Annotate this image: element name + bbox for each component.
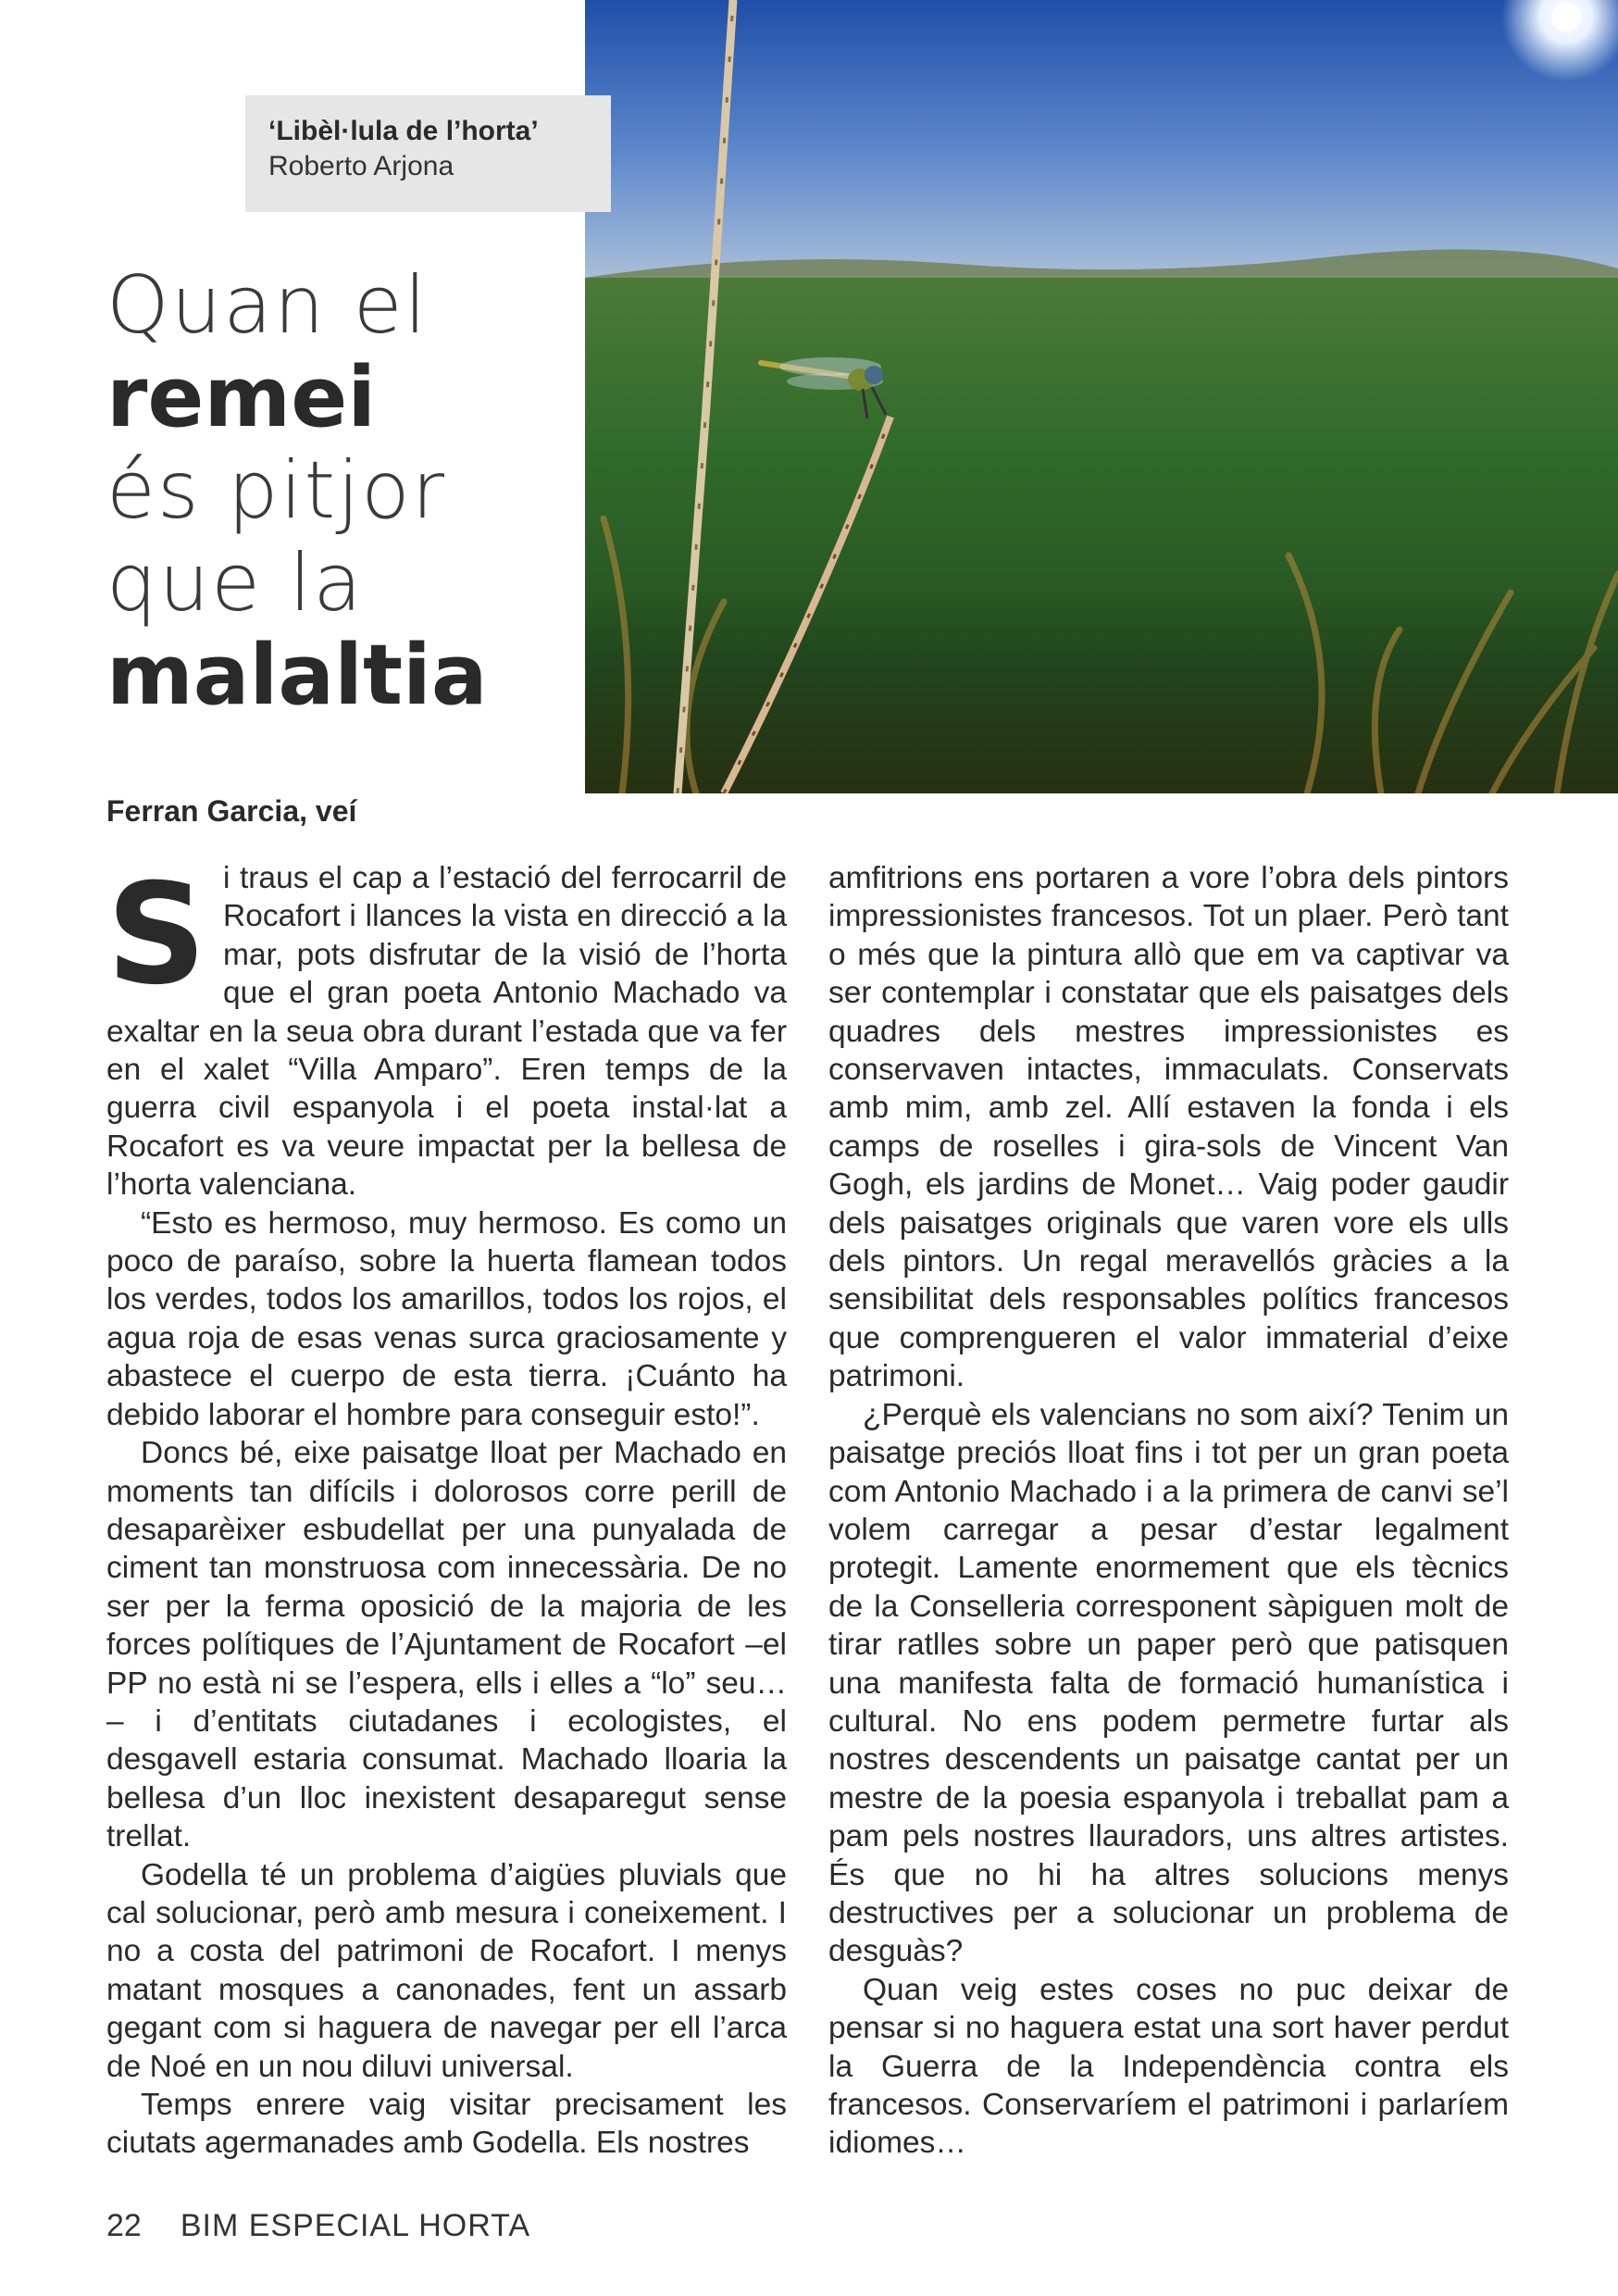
photo-caption: [245, 95, 611, 212]
headline-line-2: remei: [106, 349, 377, 446]
article-column-2: [828, 859, 1509, 2163]
headline-line-5: malaltia: [106, 627, 488, 724]
article-byline: Ferran Garcia, veí: [106, 794, 357, 828]
photo-title: ‘Libèl·lula de l’horta’: [268, 116, 539, 146]
photo-author: Roberto Arjona: [268, 151, 454, 181]
page-number: 22: [106, 2208, 142, 2243]
headline-line-4: que la: [106, 537, 364, 630]
article-paragraph: “Esto es hermoso, muy hermoso. Es como un poco de paraíso, sobre la huerta flamean todos los verdes, todos los amarillos, todos los rojos, el agua roja de esas venas surca graciosamente y abastece el cuerpo de esta tierra. ¡Cuánto ha debido laborar el hombre para conseguir esto!”.: [106, 1205, 787, 1432]
headline-line-1: Quan el: [106, 259, 429, 352]
page-footer: [106, 2208, 530, 2244]
article-paragraph: Temps enrere vaig visitar precisament les ciutats agermanades amb Godella. Els nostres: [106, 2088, 787, 2161]
dragonfly-photo: [585, 0, 1618, 793]
dragonfly-image: [585, 0, 1618, 793]
article-paragraph: amfitrions ens portaren a vore l’obra dels pintors impressionistes francesos. Tot un plaer. Però tant o més que la pintura allò que em va captivar va ser contemplar i constatar que els paisatges dels quadres dels mestres impressionistes es conservaven intactes, immaculats. Conservats amb mim, amb zel. Allí estaven la fonda i els camps de roselles i gira-sols de Vincent Van Gogh, els jardins de Monet… Vaig poder gaudir dels paisatges originals que varen vore els ulls dels pintors. Un regal meravellós gràcies a la sensibilitat dels responsables polítics francesos que comprengueren el valor immaterial d’eixe patrimoni.: [828, 861, 1509, 1394]
article-paragraph: [106, 855, 787, 1204]
paragraph-text: i traus el cap a l’estació del ferrocarril de Rocafort i llances la vista en direcció a la mar, pots disfrutar de la visió de l’horta que el gran poeta Antonio Machado va exaltar en la seua obra durant l’estada que va fer en el xalet “Villa Amparo”. Eren temps de la guerra civil espanyola i el poeta instal·lat a Rocafort es va veure impactat per la bellesa de l’horta valenciana.: [106, 861, 787, 1203]
publication-name: BIM ESPECIAL HORTA: [180, 2208, 531, 2243]
article-headline: [106, 259, 588, 722]
drop-cap: S: [106, 855, 207, 1016]
article-paragraph: ¿Perquè els valencians no som així? Tenim un paisatge preciós lloat fins i tot per un gran poeta com Antonio Machado i a la primera de canvi se’l volem carregar a pesar d’estar legalment protegit. Lamente enormement que els tècnics de la Conselleria corresponent sàpiguen molt de tirar ratlles sobre un paper però que patisquen una manifesta falta de formació humanística i cultural. No ens podem permetre furtar als nostres descendents un paisatge cantat per un mestre de la poesia espanyola i treballat pam a pam pels nostres llauradors, uns altres artistes. És que no hi ha altres solucions menys destructives per a solucionar un problema de desguàs?: [828, 1397, 1509, 1969]
article-paragraph: Godella té un problema d’aigües pluvials que cal solucionar, però amb mesura i coneixement. I no a costa del patrimoni de Rocafort. I menys matant mosques a canonades, fent un assarb gegant com si haguera de navegar per ell l’arca de Noé en un nou diluvi universal.: [106, 1857, 787, 2084]
article-column-1: [106, 855, 787, 2163]
article-paragraph: Quan veig estes coses no puc deixar de pensar si no haguera estat una sort haver perdut la Guerra de la Independència contra els francesos. Conservaríem el patrimoni i parlaríem idiomes…: [828, 1972, 1509, 2161]
article-paragraph: Doncs bé, eixe paisatge lloat per Machado en moments tan difícils i dolorosos corre perill de desaparèixer esbudellat per una punyalada de ciment tan monstruosa com innecessària. De no ser per la ferma oposició de la majoria de les forces polítiques de l’Ajuntament de Rocafort –el PP no està ni se l’espera, ells i elles a “lo” seu… – i d’entitats ciutadanes i ecologistes, el desgavell estaria consumat. Machado lloaria la bellesa d’un lloc inexistent desaparegut sense trellat.: [106, 1436, 787, 1854]
headline-line-3: és pitjor: [106, 444, 447, 537]
